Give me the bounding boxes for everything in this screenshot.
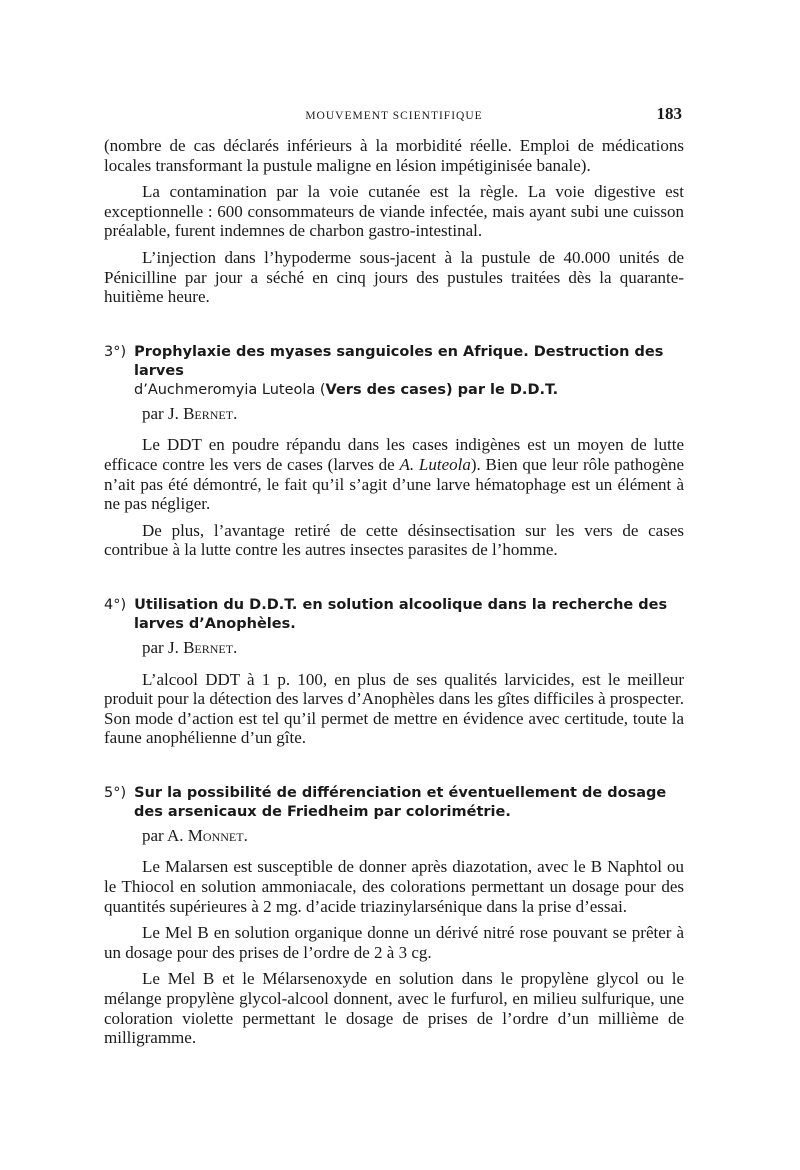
section-3-author-name: Bernet. [183,403,238,423]
section-3-title [104,343,684,400]
section-3-paragraph-1-italic: A. Luteola [399,454,471,474]
section-3-paragraph-1-b: ). Bien que leur rôle pathogène n’ait pas été démontré, le fait qu’il s’agit d’une larve hématophage est un élément à ne pas négliger. [104,454,684,514]
intro-paragraph-2: La contamination par la voie cutanée est la règle. La voie digestive est exceptionnelle : 600 consommateurs de viande infectée, mais ayant subi une cuisson préalable, furent indemnes de charbon gastro-intestinal. [104,182,684,241]
section-5-paragraph-2: Le Mel B en solution organique donne un dérivé nitré rose pouvant se prêter à un dosage pour des prises de l’ordre de 2 à 3 cg. [104,923,684,962]
section-3-author [142,404,684,424]
section-4 [104,596,684,748]
section-4-author [142,638,684,658]
section-4-title [104,596,684,634]
section-4-title-text: Utilisation du D.D.T. en solution alcoolique dans la recherche des larves d’Anophèles. [134,596,668,632]
section-5 [104,784,684,1048]
section-3-paragraph-1-a: Le DDT en poudre répandu dans les cases indigènes est un moyen de lutte efficace contre les vers de cases (larves de [104,435,684,474]
section-3-paragraph-1 [104,435,684,513]
section-5-paragraph-1: Le Malarsen est susceptible de donner après diazotation, avec le B Naphtol ou le Thiocol en solution ammoniacale, des colorations permettant un dosage pour des quantités supérieures à 2 mg. d’acide triazinylarsénique dans la prise d’essai. [104,857,684,916]
section-5-author [142,826,684,846]
page-header [104,104,684,128]
section-4-author-name: Bernet. [183,637,238,657]
section-3 [104,343,684,560]
intro-continuation [104,136,684,307]
section-4-number: 4°) [104,596,127,613]
section-3-number: 3°) [104,343,127,360]
section-4-paragraph-1: L’alcool DDT à 1 p. 100, en plus de ses qualités larvicides, est le meilleur produit pour la détection des larves d’Anophèles dans les gîtes difficiles à prospecter. Son mode d’action est tel qu’il permet de mettre en évidence avec certitude, toute la faune anophélienne d’un gîte. [104,669,684,748]
running-title: MOUVEMENT SCIENTIFIQUE [305,110,483,122]
intro-paragraph-1: (nombre de cas déclarés inférieurs à la morbidité réelle. Emploi de médications locales transformant la pustule maligne en lésion impétiginisée banale). [104,136,684,175]
page-content [104,136,684,1055]
section-4-author-prefix: par J. [142,637,179,657]
intro-paragraph-3: L’injection dans l’hypoderme sous-jacent à la pustule de 40.000 unités de Pénicilline par jour a séché en cinq jours des pustules traitées dès la quarante-huitième heure. [104,247,684,307]
section-5-author-name: Monnet. [187,825,248,845]
section-3-title-part-3: Vers des cases) par le D.D.T. [325,381,559,398]
section-5-paragraph-3: Le Mel B et le Mélarsenoxyde en solution dans le propylène glycol ou le mélange propylène glycol-alcool donnent, avec le furfurol, en milieu sulfurique, une coloration violette permettant le dosage de prises de l’ordre d’un millième de milligramme. [104,969,684,1048]
section-5-title [104,784,684,822]
section-5-title-text: Sur la possibilité de différenciation et éventuellement de dosage des arsenicaux de Friedheim par colorimétrie. [134,784,667,820]
section-3-author-prefix: par J. [142,403,179,423]
section-5-number: 5°) [104,784,127,801]
section-5-author-prefix: par A. [142,825,184,845]
section-3-title-part-2: d’Auchmeromyia Luteola ( [134,381,326,398]
page-number: 183 [656,104,682,123]
section-3-title-part-1: Prophylaxie des myases sanguicoles en Afrique. Destruction des larves [134,343,664,379]
section-3-paragraph-2: De plus, l’avantage retiré de cette désinsectisation sur les vers de cases contribue à la lutte contre les autres insectes parasites de l’homme. [104,520,684,560]
